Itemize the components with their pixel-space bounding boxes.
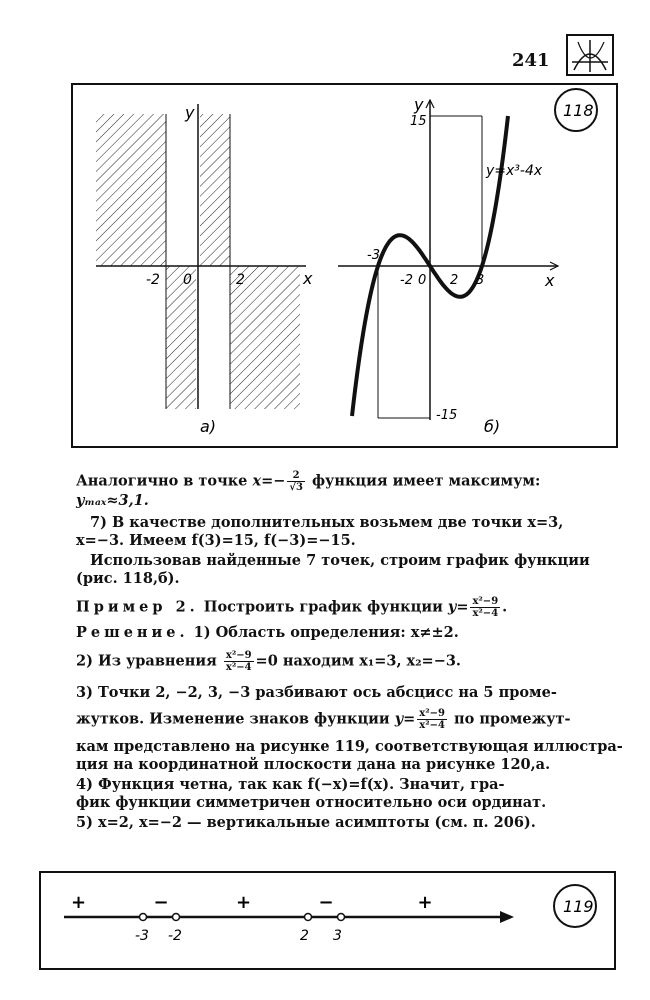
text-line: 7) В качестве дополнительных возьмем две точки x=3, bbox=[90, 514, 564, 531]
panel-a-x-label: x bbox=[303, 269, 313, 288]
panel-a-tick: -2 bbox=[146, 272, 160, 288]
panel-a-y-label: y bbox=[185, 103, 195, 122]
panel-a-tick: 0 bbox=[183, 272, 192, 288]
text-line: Аналогично в точке x=− $\frac{2}{√3}$ функция имеет максимум: bbox=[76, 470, 541, 493]
text-line: кам представлено на рисунке 119, соответствующая иллюстра- bbox=[76, 738, 623, 755]
figure-118 bbox=[0, 0, 650, 460]
sign-label: + bbox=[417, 892, 433, 913]
number-line-point bbox=[140, 914, 147, 921]
panel-b-y-label: y bbox=[414, 95, 424, 114]
panel-b-tick-minus-15: -15 bbox=[436, 408, 458, 423]
number-line-point bbox=[173, 914, 180, 921]
text-line: 2) Из уравнения $\frac{\text{x²−9}}{\text{x²−4}}$ =0 находим x₁=3, x₂=−3. bbox=[76, 650, 461, 673]
sign-label: + bbox=[71, 892, 87, 913]
panel-b-x-tick: 0 bbox=[418, 273, 427, 288]
page-number: 241 bbox=[512, 50, 550, 71]
text-line: ция на координатной плоскости дана на рисунке 120,а. bbox=[76, 756, 551, 773]
panel-a-tick: 2 bbox=[236, 272, 245, 288]
panel-b-x-label: x bbox=[545, 271, 555, 290]
text-line: Решение. 1) Область определения: x≠±2. bbox=[76, 624, 459, 641]
text-line: жутков. Изменение знаков функции y= $\frac{\text{x²−9}}{\text{x²−4}}$ по промежут- bbox=[76, 708, 571, 731]
figure-119-number: 119 bbox=[563, 897, 594, 916]
figure-119-frame bbox=[40, 872, 615, 969]
number-line-tick: -2 bbox=[168, 928, 182, 944]
panel-b-x-tick: -3 bbox=[367, 248, 380, 263]
sign-label: + bbox=[236, 892, 252, 913]
curve-label: y=x³-4x bbox=[486, 163, 543, 179]
panel-a bbox=[96, 103, 313, 436]
text-line: 3) Точки 2, −2, 3, −3 разбивают ось абсцисс на 5 проме- bbox=[76, 684, 557, 701]
caption-a: а) bbox=[200, 417, 217, 436]
text-line: 5) x=2, x=−2 — вертикальные асимптоты (см. п. 206). bbox=[76, 814, 536, 831]
figure-118-number: 118 bbox=[563, 101, 594, 120]
sign-label: − bbox=[153, 892, 169, 913]
text-line: 4) Функция четна, так как f(−x)=f(x). Значит, гра- bbox=[76, 776, 505, 793]
sign-label: − bbox=[318, 892, 334, 913]
panel-b-tick-15: 15 bbox=[410, 114, 427, 129]
text-line: yₘₐₓ≈3,1. bbox=[76, 492, 149, 509]
caption-b: б) bbox=[484, 417, 501, 436]
panel-b-x-tick: -2 bbox=[400, 273, 413, 288]
text-line: x=−3. Имеем f(3)=15, f(−3)=−15. bbox=[76, 532, 356, 549]
panel-b-x-tick: 2 bbox=[450, 273, 459, 288]
text-line: фик функции симметричен относительно оси ординат. bbox=[76, 794, 547, 811]
panel-b-x-tick: 3 bbox=[476, 273, 485, 288]
text-line: (рис. 118,б). bbox=[76, 570, 180, 587]
panel-b bbox=[338, 95, 558, 436]
text-line: Использовав найденные 7 точек, строим график функции bbox=[90, 552, 590, 569]
number-line-tick: 2 bbox=[300, 928, 309, 944]
number-line-point bbox=[338, 914, 345, 921]
text-line: Пример 2. Построить график функции y= $\frac{\text{x²−9}}{\text{x²−4}}$ . bbox=[76, 596, 508, 619]
number-line-tick: 3 bbox=[333, 928, 342, 944]
number-line-point bbox=[305, 914, 312, 921]
number-line-tick: -3 bbox=[135, 928, 149, 944]
